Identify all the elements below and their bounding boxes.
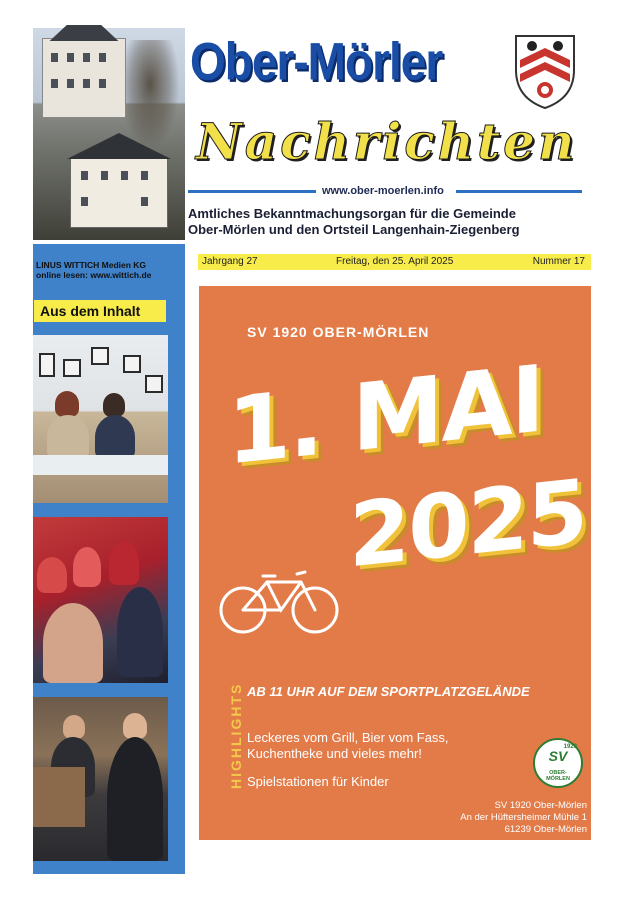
masthead-rule-right	[456, 190, 582, 193]
poster-offer-line-2: Kuchentheke und vieles mehr!	[247, 746, 422, 761]
municipal-crest-icon	[512, 30, 578, 110]
address-street: An der Hüftersheimer Mühle 1	[460, 812, 587, 823]
club-logo	[533, 738, 583, 788]
publisher-info	[36, 260, 151, 280]
masthead-title: Ober-Mörler	[190, 31, 443, 91]
contents-photo-2[interactable]	[33, 517, 168, 683]
publisher-name: LINUS WITTICH Medien KG	[36, 260, 147, 270]
poster-kids-activities: Spielstationen für Kinder	[247, 774, 389, 789]
poster-headline-date: 1. MAI	[227, 345, 543, 486]
masthead-rule-left	[188, 190, 316, 193]
poster-highlights-label: HIGHLIGHTS	[228, 682, 244, 789]
masthead-url[interactable]: www.ober-moerlen.info	[322, 185, 444, 197]
issue-info-bar	[198, 254, 591, 270]
club-logo-year: 1920	[563, 744, 577, 750]
issue-date: Freitag, den 25. April 2025	[336, 256, 454, 267]
issue-volume: Jahrgang 27	[202, 256, 258, 267]
poster-offer-line-1: Leckeres vom Grill, Bier vom Fass,	[247, 730, 449, 745]
club-logo-initials: SV	[548, 748, 568, 764]
subtitle-line-1: Amtliches Bekanntmachungsorgan für die Gemeinde	[188, 206, 516, 221]
club-logo-place: OBER- MÖRLEN	[546, 770, 570, 782]
poster-club-name: SV 1920 OBER-MÖRLEN	[247, 324, 430, 340]
poster-address	[460, 800, 587, 836]
tree-illustration	[120, 40, 180, 150]
masthead-title-script: Nachrichten	[196, 112, 578, 171]
address-city: 61239 Ober-Mörlen	[504, 824, 587, 835]
half-timbered-house-illustration	[70, 156, 168, 228]
castle-building-illustration	[42, 38, 126, 118]
contents-photo-1[interactable]	[33, 335, 168, 503]
event-poster[interactable]	[199, 286, 591, 840]
masthead-subtitle	[188, 206, 520, 238]
publisher-online: online lesen: www.wittich.de	[36, 270, 152, 280]
poster-offer	[247, 730, 449, 762]
contents-photo-3[interactable]	[33, 697, 168, 861]
contents-heading: Aus dem Inhalt	[34, 300, 166, 322]
poster-time-location: AB 11 UHR AUF DEM SPORTPLATZGELÄNDE	[247, 684, 530, 699]
poster-headline-year: 2025	[349, 459, 586, 588]
issue-number: Nummer 17	[532, 256, 585, 267]
subtitle-line-2: Ober-Mörlen und den Ortsteil Langenhain-Ziegenberg	[188, 222, 520, 237]
address-club: SV 1920 Ober-Mörlen	[494, 800, 587, 811]
bicycle-icon	[215, 566, 343, 638]
